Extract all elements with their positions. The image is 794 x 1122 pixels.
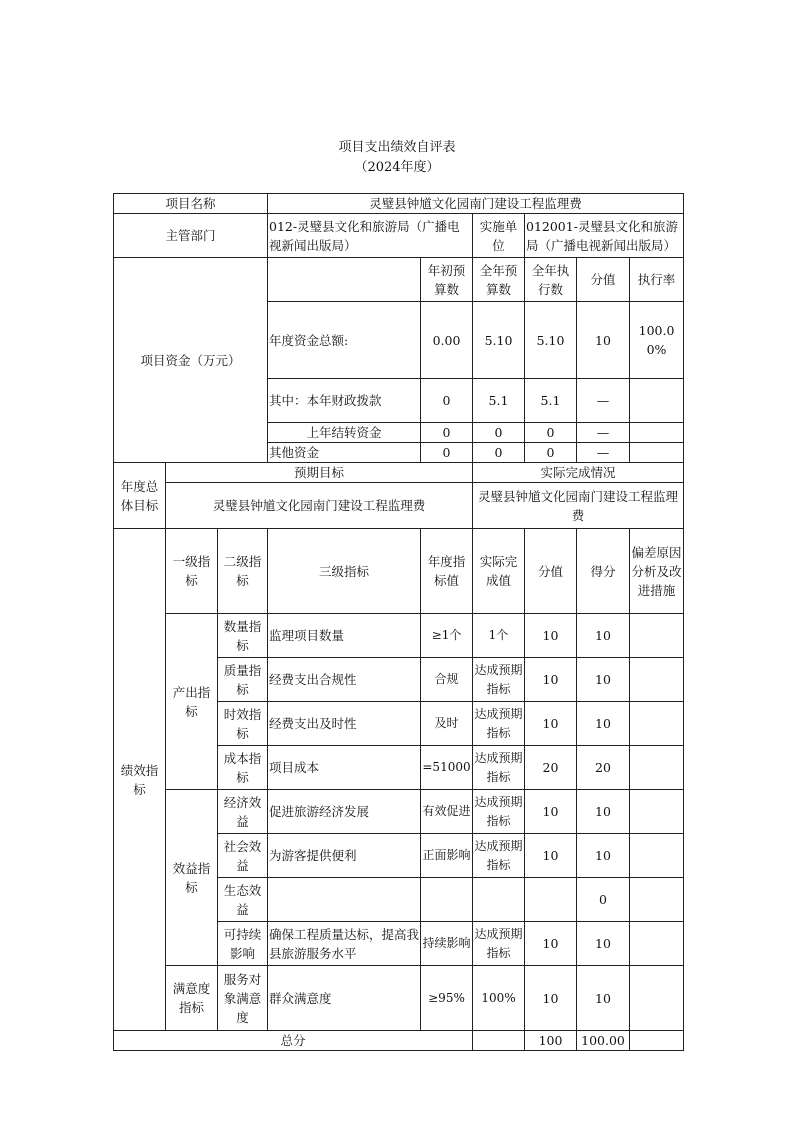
- funds-row-value: 5.1: [525, 379, 577, 423]
- perf-actual: 达成预期指标: [473, 922, 525, 966]
- perf-l3: 群众满意度: [268, 966, 421, 1031]
- total-label: 总分: [114, 1031, 473, 1051]
- self-evaluation-table: [113, 193, 684, 1051]
- funds-row-value: 0: [421, 443, 473, 463]
- perf-target: 有效促进: [421, 790, 473, 834]
- perf-actual: 达成预期指标: [473, 658, 525, 702]
- perf-group: 产出指标: [166, 614, 218, 790]
- funds-header: 全年预算数: [473, 258, 525, 302]
- funds-row-value: 5.10: [473, 302, 525, 379]
- perf-actual: 100%: [473, 966, 525, 1031]
- perf-l2: 可持续影响: [218, 922, 268, 966]
- funds-row-value: 0: [525, 443, 577, 463]
- perf-got: 10: [577, 834, 630, 878]
- perf-target: 合规: [421, 658, 473, 702]
- perf-header: 一级指标: [166, 529, 218, 614]
- funds-row-value: 5.10: [525, 302, 577, 379]
- perf-l2: 服务对象满意度: [218, 966, 268, 1031]
- impl-label: 实施单位: [473, 214, 525, 258]
- funds-row-name: 上年结转资金: [268, 423, 421, 443]
- funds-header: 分值: [577, 258, 630, 302]
- perf-score: [525, 878, 577, 922]
- perf-got: 0: [577, 878, 630, 922]
- goals-actual: 灵璧县钟馗文化园南门建设工程监理费: [473, 483, 684, 529]
- perf-label: 绩效指标: [114, 529, 166, 1031]
- funds-header-blank: [268, 258, 421, 302]
- perf-target: 正面影响: [421, 834, 473, 878]
- funds-row-value: 0: [473, 443, 525, 463]
- perf-score: 20: [525, 746, 577, 790]
- perf-score: 10: [525, 614, 577, 658]
- funds-row-value: 0.00: [421, 302, 473, 379]
- perf-l3: 促进旅游经济发展: [268, 790, 421, 834]
- goals-actual-label: 实际完成情况: [473, 463, 684, 483]
- perf-note: [630, 878, 684, 922]
- perf-l2: 质量指标: [218, 658, 268, 702]
- funds-header: 全年执行数: [525, 258, 577, 302]
- funds-row-value: [630, 423, 684, 443]
- funds-row-value: [630, 443, 684, 463]
- perf-target: [421, 878, 473, 922]
- perf-header: 实际完成值: [473, 529, 525, 614]
- perf-score: 10: [525, 966, 577, 1031]
- perf-got: 10: [577, 790, 630, 834]
- perf-score: 10: [525, 658, 577, 702]
- perf-target: ≥1个: [421, 614, 473, 658]
- funds-row-value: 5.1: [473, 379, 525, 423]
- perf-l2: 社会效益: [218, 834, 268, 878]
- perf-got: 10: [577, 922, 630, 966]
- funds-row-value: —: [577, 443, 630, 463]
- perf-header: 偏差原因分析及改进措施: [630, 529, 684, 614]
- perf-score: 10: [525, 834, 577, 878]
- perf-note: [630, 702, 684, 746]
- perf-l2: 数量指标: [218, 614, 268, 658]
- perf-l3: 为游客提供便利: [268, 834, 421, 878]
- funds-row-value: 100.00%: [630, 302, 684, 379]
- perf-l3: 确保工程质量达标，提高我县旅游服务水平: [268, 922, 421, 966]
- page-title: 项目支出绩效自评表: [338, 140, 456, 155]
- project-name-label: 项目名称: [114, 194, 268, 214]
- perf-score: 10: [525, 702, 577, 746]
- perf-l3: 项目成本: [268, 746, 421, 790]
- perf-got: 10: [577, 966, 630, 1031]
- perf-actual: 达成预期指标: [473, 702, 525, 746]
- perf-l2: 时效指标: [218, 702, 268, 746]
- perf-note: [630, 614, 684, 658]
- perf-actual: 1个: [473, 614, 525, 658]
- perf-target: =51000: [421, 746, 473, 790]
- funds-row-value: 10: [577, 302, 630, 379]
- perf-got: 20: [577, 746, 630, 790]
- funds-row-name: 其他资金: [268, 443, 421, 463]
- project-name-value: 灵璧县钟馗文化园南门建设工程监理费: [268, 194, 684, 214]
- perf-score: 10: [525, 922, 577, 966]
- total-score: 100: [525, 1031, 577, 1051]
- total-got: 100.00: [577, 1031, 630, 1051]
- perf-l2: 经济效益: [218, 790, 268, 834]
- perf-l3: 经费支出合规性: [268, 658, 421, 702]
- total-note: [630, 1031, 684, 1051]
- dept-value: 012-灵璧县文化和旅游局（广播电视新闻出版局）: [268, 214, 473, 258]
- funds-row-value: 0: [473, 423, 525, 443]
- perf-target: 及时: [421, 702, 473, 746]
- perf-group: 满意度指标: [166, 966, 218, 1031]
- perf-target: 持续影响: [421, 922, 473, 966]
- perf-l3: [268, 878, 421, 922]
- perf-got: 10: [577, 702, 630, 746]
- goals-expected-label: 预期目标: [166, 463, 473, 483]
- perf-group: 效益指标: [166, 790, 218, 966]
- perf-header: 三级指标: [268, 529, 421, 614]
- funds-header: 年初预算数: [421, 258, 473, 302]
- perf-l2: 生态效益: [218, 878, 268, 922]
- funds-row-value: —: [577, 379, 630, 423]
- funds-row-value: 0: [525, 423, 577, 443]
- perf-l3: 经费支出及时性: [268, 702, 421, 746]
- perf-header: 年度指标值: [421, 529, 473, 614]
- perf-actual: 达成预期指标: [473, 790, 525, 834]
- goals-expected: 灵璧县钟馗文化园南门建设工程监理费: [166, 483, 473, 529]
- perf-note: [630, 966, 684, 1031]
- perf-target: ≥95%: [421, 966, 473, 1031]
- perf-header: 二级指标: [218, 529, 268, 614]
- perf-l2: 成本指标: [218, 746, 268, 790]
- perf-got: 10: [577, 658, 630, 702]
- funds-row-value: [630, 379, 684, 423]
- perf-actual: 达成预期指标: [473, 834, 525, 878]
- funds-row-value: —: [577, 423, 630, 443]
- funds-label: 项目资金（万元）: [114, 258, 268, 463]
- funds-header: 执行率: [630, 258, 684, 302]
- perf-got: 10: [577, 614, 630, 658]
- perf-l3: 监理项目数量: [268, 614, 421, 658]
- perf-note: [630, 790, 684, 834]
- perf-note: [630, 922, 684, 966]
- funds-row-value: 0: [421, 423, 473, 443]
- perf-note: [630, 658, 684, 702]
- funds-row-name: 年度资金总额:: [268, 302, 421, 379]
- funds-row-value: 0: [421, 379, 473, 423]
- perf-actual: 达成预期指标: [473, 746, 525, 790]
- perf-score: 10: [525, 790, 577, 834]
- dept-label: 主管部门: [114, 214, 268, 258]
- goals-label: 年度总体目标: [114, 463, 166, 529]
- funds-row-name: 其中：本年财政拨款: [268, 379, 421, 423]
- impl-value: 012001-灵璧县文化和旅游局（广播电视新闻出版局）: [525, 214, 684, 258]
- perf-note: [630, 834, 684, 878]
- perf-note: [630, 746, 684, 790]
- perf-header: 分值: [525, 529, 577, 614]
- perf-actual: [473, 878, 525, 922]
- page-subtitle: （2024年度）: [354, 160, 440, 175]
- total-blank: [473, 1031, 525, 1051]
- perf-header: 得分: [577, 529, 630, 614]
